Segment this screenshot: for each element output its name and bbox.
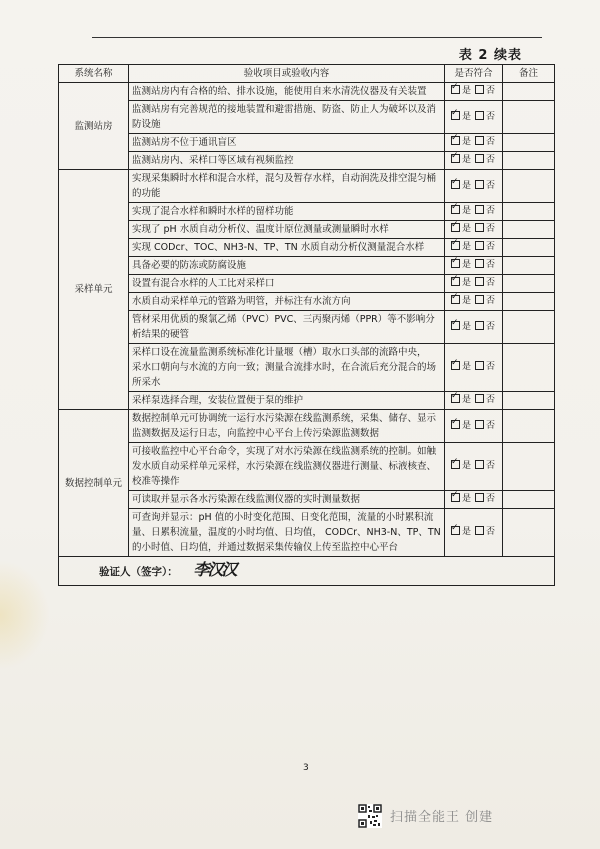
no-checkbox[interactable] [475, 394, 484, 403]
table-row [59, 221, 555, 239]
system-name-cell: 数据控制单元 [59, 410, 129, 557]
remarks-cell [503, 509, 555, 557]
no-label: 否 [485, 461, 495, 471]
no-checkbox[interactable] [475, 241, 484, 250]
no-checkbox[interactable] [475, 295, 484, 304]
compliance-cell [445, 170, 503, 203]
no-checkbox[interactable] [475, 361, 484, 370]
yes-checkbox[interactable] [451, 460, 460, 469]
inspection-item-cell [129, 293, 445, 311]
inspection-item-cell [129, 257, 445, 275]
no-checkbox[interactable] [475, 321, 484, 330]
compliance-cell [445, 221, 503, 239]
table-row [59, 344, 555, 392]
yes-checkbox[interactable] [451, 136, 460, 145]
item-text: 水质自动采样单元的管路为明管，并标注有水流方向 [132, 296, 351, 307]
inspection-item-cell [129, 203, 445, 221]
yes-label: 是 [462, 260, 472, 270]
table-row [59, 239, 555, 257]
item-text: 管材采用优质的聚氯乙烯（PVC）PVC、三丙聚丙烯（PPR）等不影响分析结果的硬管 [132, 314, 435, 340]
compliance-cell [445, 509, 503, 557]
yes-label: 是 [462, 420, 472, 431]
compliance-cell [445, 275, 503, 293]
signer-label: 验证人（签字）： [99, 566, 178, 578]
yes-label: 是 [462, 461, 472, 471]
remarks-cell [503, 344, 555, 392]
yes-checkbox[interactable] [451, 223, 460, 232]
no-checkbox[interactable] [475, 493, 484, 502]
inspection-item-cell [129, 491, 445, 509]
yes-label: 是 [462, 494, 472, 504]
yes-checkbox[interactable] [451, 85, 460, 94]
compliance-cell [445, 257, 503, 275]
no-checkbox[interactable] [475, 526, 484, 535]
item-text: 监测站房有完善规范的接地装置和避雷措施、防盗、防止人为破坏以及消防设施 [132, 104, 437, 130]
compliance-cell [445, 443, 503, 491]
no-checkbox[interactable] [475, 205, 484, 214]
column-header: 验收项目或验收内容 [129, 65, 445, 83]
scanner-watermark: 扫描全能王 创建 [390, 810, 494, 825]
compliance-cell [445, 101, 503, 134]
column-header: 是否符合 [445, 65, 503, 83]
acceptance-table [58, 64, 555, 586]
yes-checkbox[interactable] [451, 277, 460, 286]
compliance-cell [445, 392, 503, 410]
yes-label: 是 [462, 242, 472, 252]
yes-checkbox[interactable] [451, 180, 460, 189]
table-row [59, 491, 555, 509]
yes-checkbox[interactable] [451, 394, 460, 403]
signer-cell [59, 557, 555, 586]
table-row [59, 101, 555, 134]
compliance-cell [445, 344, 503, 392]
no-checkbox[interactable] [475, 259, 484, 268]
remarks-cell [503, 392, 555, 410]
paper-stain [0, 560, 50, 670]
remarks-cell [503, 101, 555, 134]
item-text: 监测站房内有合格的给、排水设施，能使用自来水清洗仪器及有关装置 [132, 86, 427, 97]
no-checkbox[interactable] [475, 85, 484, 94]
table-row [59, 311, 555, 344]
no-label: 否 [485, 224, 495, 234]
item-text: 可接收监控中心平台命令，实现了对水污染源在线监测系统的控制。如触发水质自动采样单元采样，水污染源在线监测仪器进行测量、标液核查、校准等操作 [132, 446, 437, 487]
table-row [59, 83, 555, 101]
compliance-cell [445, 83, 503, 101]
remarks-cell [503, 239, 555, 257]
table-row [59, 152, 555, 170]
inspection-item-cell [129, 221, 445, 239]
no-label: 否 [485, 527, 495, 537]
remarks-cell [503, 134, 555, 152]
no-checkbox[interactable] [475, 420, 484, 429]
yes-checkbox[interactable] [451, 493, 460, 502]
no-label: 否 [485, 420, 495, 431]
remarks-cell [503, 152, 555, 170]
compliance-cell [445, 293, 503, 311]
yes-label: 是 [462, 137, 472, 147]
inspection-item-cell [129, 311, 445, 344]
item-text: 实现了混合水样和瞬时水样的留样功能 [132, 206, 294, 217]
no-checkbox[interactable] [475, 277, 484, 286]
item-text: 监测站房内、采样口等区域有视频监控 [132, 155, 294, 166]
no-label: 否 [485, 242, 495, 252]
column-header: 备注 [503, 65, 555, 83]
remarks-cell [503, 293, 555, 311]
inspection-item-cell [129, 410, 445, 443]
no-checkbox[interactable] [475, 136, 484, 145]
remarks-cell [503, 83, 555, 101]
no-label: 否 [485, 321, 495, 332]
yes-checkbox[interactable] [451, 111, 460, 120]
no-label: 否 [485, 296, 495, 306]
yes-label: 是 [462, 224, 472, 234]
compliance-cell [445, 311, 503, 344]
compliance-cell [445, 152, 503, 170]
inspection-item-cell [129, 392, 445, 410]
inspection-item-cell [129, 509, 445, 557]
table-row [59, 293, 555, 311]
inspection-item-cell [129, 344, 445, 392]
table-row [59, 410, 555, 443]
yes-checkbox[interactable] [451, 154, 460, 163]
no-label: 否 [485, 278, 495, 288]
yes-checkbox[interactable] [451, 361, 460, 370]
inspection-item-cell [129, 134, 445, 152]
no-label: 否 [485, 180, 495, 191]
item-text: 监测站房不位于通讯盲区 [132, 137, 237, 148]
item-text: 实现 CODcr、TOC、NH3-N、TP、TN 水质自动分析仪测量混合水样 [132, 242, 425, 253]
no-checkbox[interactable] [475, 154, 484, 163]
no-label: 否 [485, 494, 495, 504]
remarks-cell [503, 221, 555, 239]
inspection-item-cell [129, 170, 445, 203]
yes-label: 是 [462, 278, 472, 288]
compliance-cell [445, 134, 503, 152]
compliance-cell [445, 491, 503, 509]
item-text: 可查询并显示：pH 值的小时变化范围、日变化范围，流量的小时累积流量、日累积流量，温度的小时均值、日均值， CODCr、NH3-N、TP、TN 的小时值、日均值，并通过数据采集传输仪上传至监控中心平台 [132, 512, 441, 553]
remarks-cell [503, 410, 555, 443]
table-row [59, 170, 555, 203]
yes-checkbox[interactable] [451, 321, 460, 330]
yes-label: 是 [462, 111, 472, 122]
table-row [59, 509, 555, 557]
signer-row [59, 557, 555, 586]
remarks-cell [503, 257, 555, 275]
remarks-cell [503, 203, 555, 221]
no-label: 否 [485, 206, 495, 216]
yes-checkbox[interactable] [451, 420, 460, 429]
system-name-cell: 采样单元 [59, 170, 129, 410]
yes-label: 是 [462, 206, 472, 216]
table-row [59, 443, 555, 491]
item-text: 采水口朝向与水流的方向一致；测量合流排水时，在合流后充分混合的场所采水 [132, 362, 437, 388]
item-text: 具备必要的防冻或防腐设施 [132, 260, 247, 271]
yes-checkbox[interactable] [451, 205, 460, 214]
no-label: 否 [485, 137, 495, 147]
no-checkbox[interactable] [475, 111, 484, 120]
no-label: 否 [485, 395, 495, 405]
no-checkbox[interactable] [475, 180, 484, 189]
yes-checkbox[interactable] [451, 241, 460, 250]
compliance-cell [445, 239, 503, 257]
item-text: 可读取并显示各水污染源在线监测仪器的实时测量数据 [132, 494, 361, 505]
item-text: 数据控制单元可协调统一运行水污染源在线监测系统，采集、储存、显示监测数据及运行日志，向监控中心平台上传污染源监测数据 [132, 413, 437, 439]
inspection-item-cell [129, 443, 445, 491]
header-rule [92, 37, 542, 38]
table-row [59, 392, 555, 410]
table-row [59, 203, 555, 221]
remarks-cell [503, 170, 555, 203]
item-text: 设置有混合水样的人工比对采样口 [132, 278, 275, 289]
item-text: 实现采集瞬时水样和混合水样，混匀及暂存水样，自动润洗及排空混匀桶的功能 [132, 173, 437, 199]
table-header-row [59, 65, 555, 83]
compliance-cell [445, 203, 503, 221]
no-label: 否 [485, 86, 495, 96]
yes-label: 是 [462, 321, 472, 332]
column-header: 系统名称 [59, 65, 129, 83]
table-title: 表 2 续表 [458, 48, 522, 63]
no-checkbox[interactable] [475, 460, 484, 469]
no-label: 否 [485, 155, 495, 165]
remarks-cell [503, 491, 555, 509]
system-name-cell: 监测站房 [59, 83, 129, 170]
yes-label: 是 [462, 395, 472, 405]
qr-code-icon [358, 804, 382, 828]
no-checkbox[interactable] [475, 223, 484, 232]
no-label: 否 [485, 362, 495, 372]
inspection-item-cell [129, 83, 445, 101]
yes-checkbox[interactable] [451, 526, 460, 535]
no-label: 否 [485, 260, 495, 270]
signature: 李汉汉 [193, 560, 236, 579]
yes-label: 是 [462, 155, 472, 165]
yes-label: 是 [462, 362, 472, 372]
remarks-cell [503, 275, 555, 293]
compliance-cell [445, 410, 503, 443]
no-label: 否 [485, 111, 495, 122]
yes-checkbox[interactable] [451, 259, 460, 268]
item-text: 采样泵选择合理，安装位置便于泵的维护 [132, 395, 304, 406]
yes-label: 是 [462, 527, 472, 537]
table-row [59, 257, 555, 275]
inspection-item-cell [129, 152, 445, 170]
page-number: 3 [303, 763, 309, 773]
yes-checkbox[interactable] [451, 295, 460, 304]
inspection-item-cell [129, 275, 445, 293]
yes-label: 是 [462, 86, 472, 96]
inspection-item-cell [129, 101, 445, 134]
table-row [59, 275, 555, 293]
table-row [59, 134, 555, 152]
item-text: 采样口设在流量监测系统标准化计量堰（槽）取水口头部的流路中央， [132, 347, 427, 358]
item-text: 实现了 pH 水质自动分析仪、温度计原位测量或测量瞬时水样 [132, 224, 389, 235]
inspection-item-cell [129, 239, 445, 257]
yes-label: 是 [462, 180, 472, 191]
remarks-cell [503, 311, 555, 344]
yes-label: 是 [462, 296, 472, 306]
remarks-cell [503, 443, 555, 491]
